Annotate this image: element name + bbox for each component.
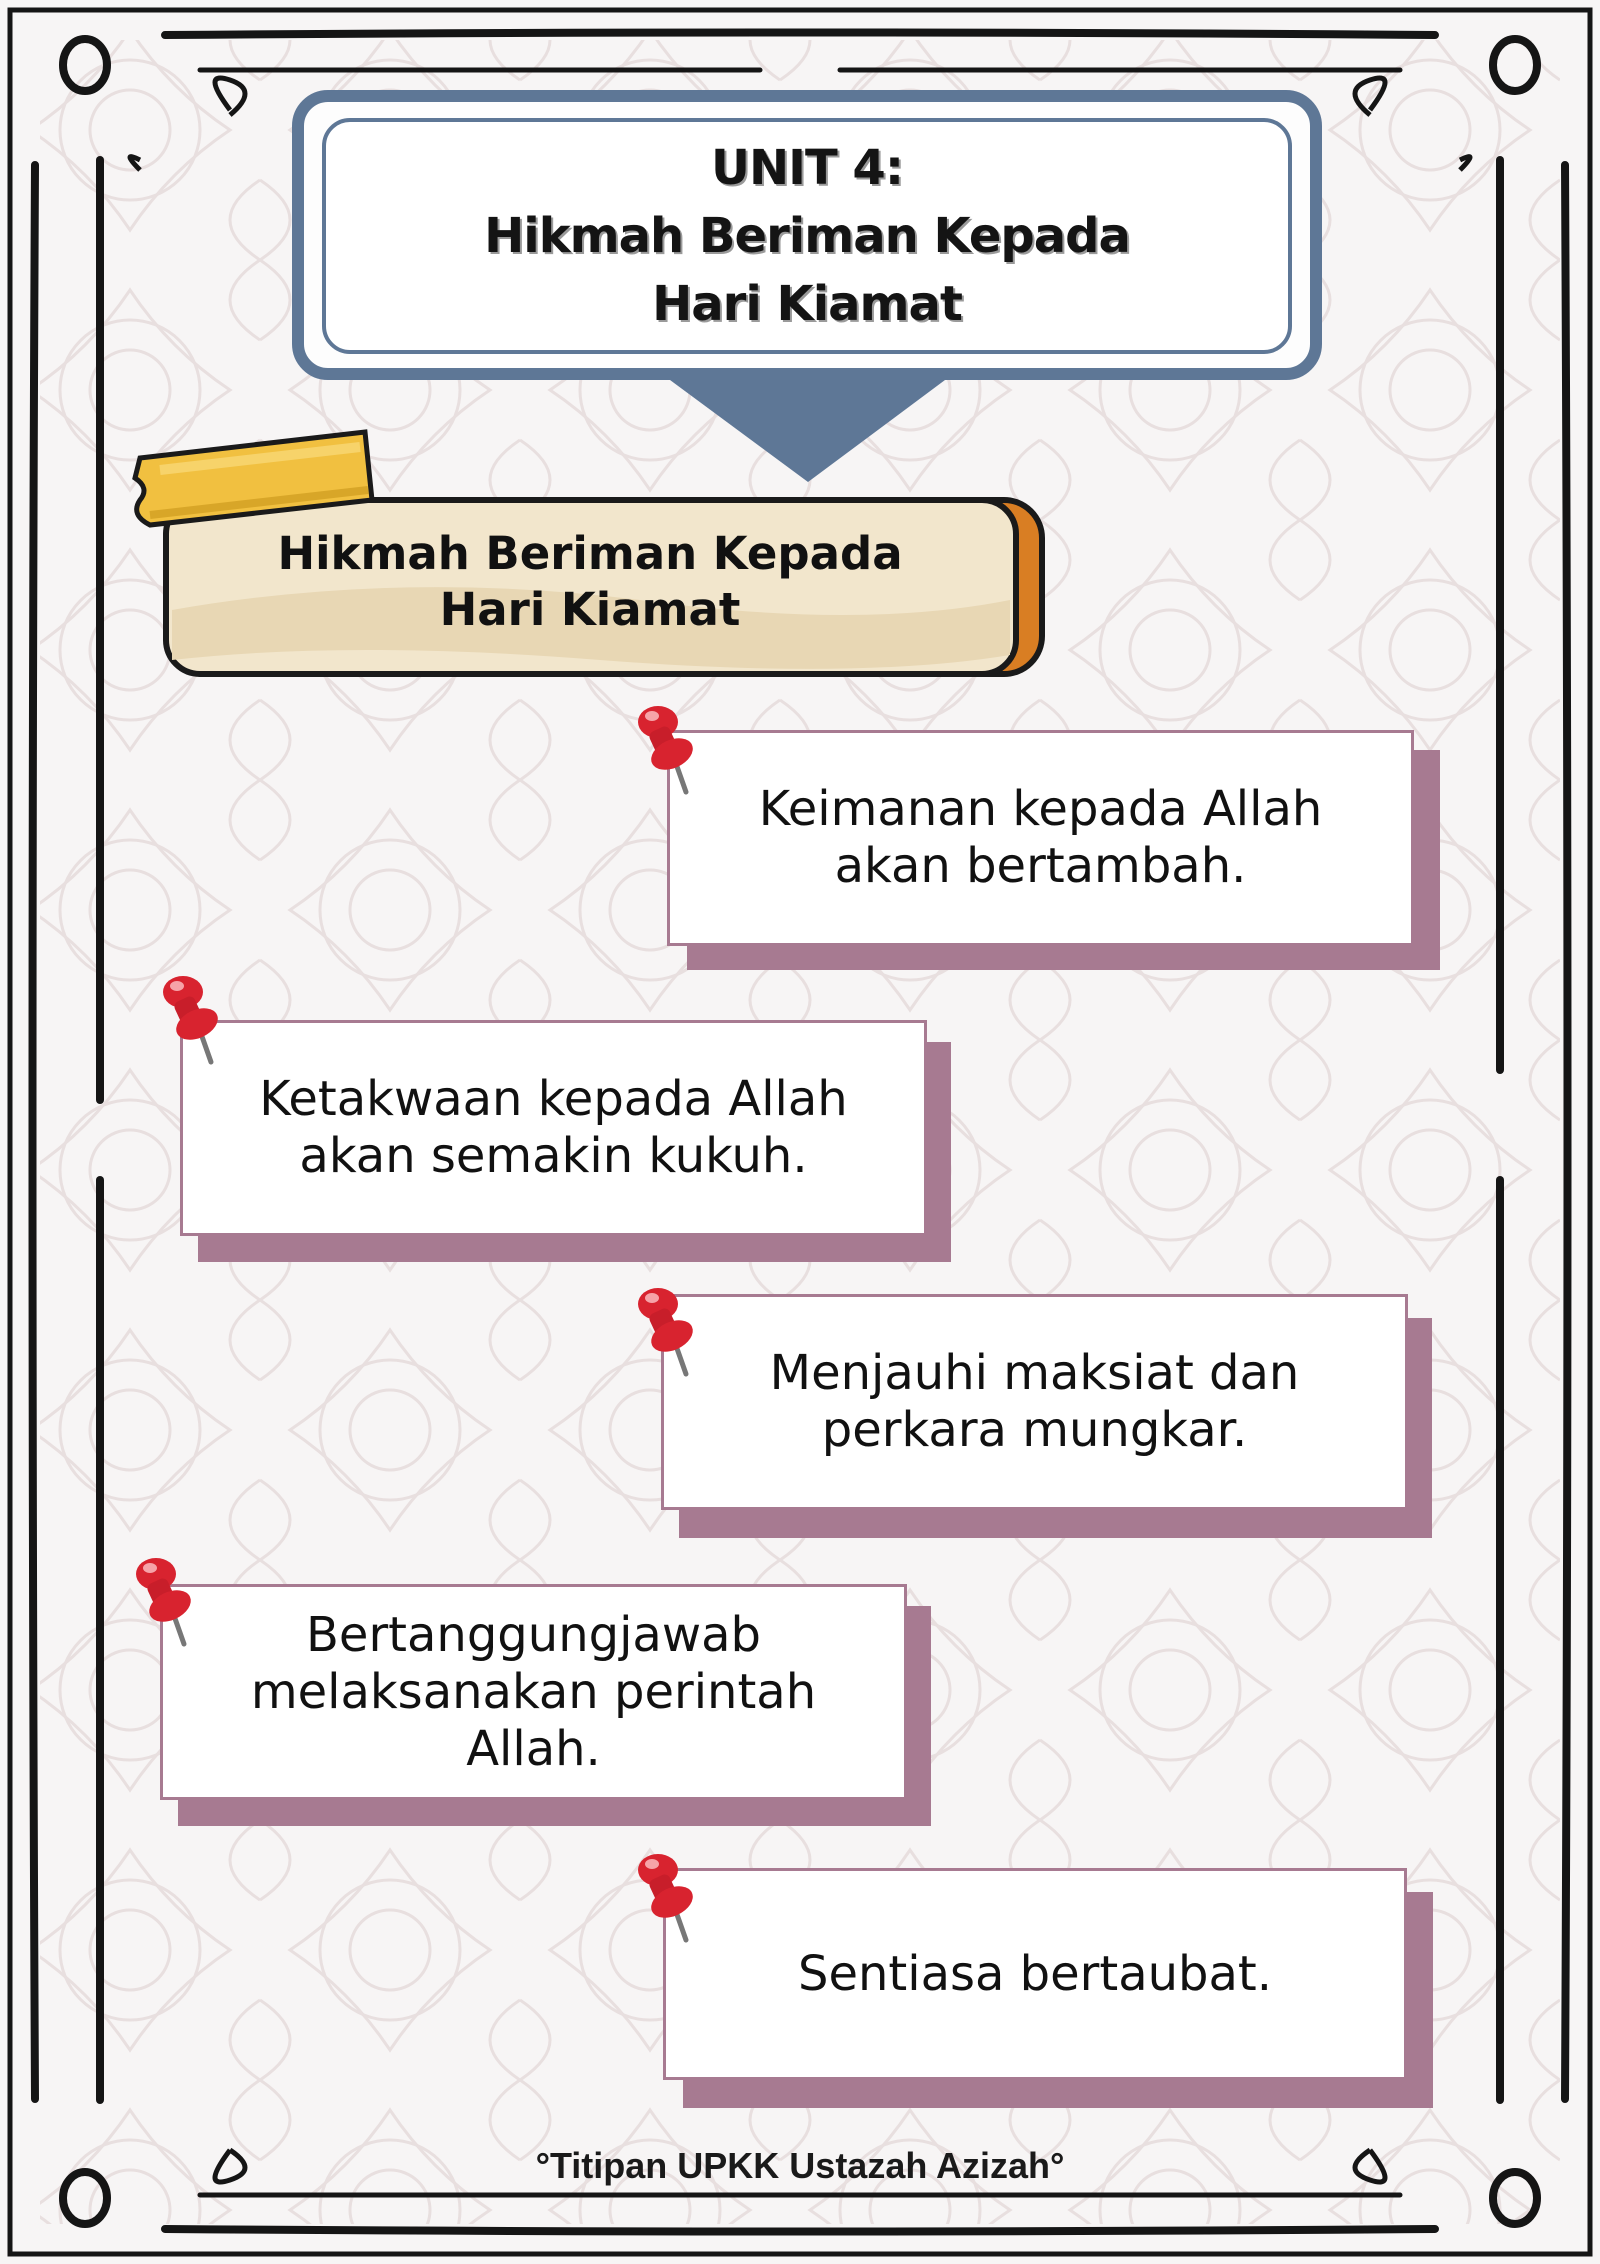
point-text-5: Sentiasa bertaubat. (797, 1945, 1273, 2002)
push-pin-icon (155, 970, 235, 1070)
point-text-1: Keimanan kepada Allah akan bertambah. (758, 781, 1323, 894)
push-pin-icon (630, 1282, 710, 1382)
page-title-line-2: Hari Kiamat (652, 276, 962, 332)
page-title-line-1: Hikmah Beriman Kepada (484, 208, 1130, 264)
unit-label: UNIT 4: (710, 140, 904, 196)
title-card-inner (322, 118, 1292, 354)
point-card-2 (180, 1020, 927, 1236)
push-pin-icon (630, 1848, 710, 1948)
point-card-5 (663, 1868, 1407, 2080)
push-pin-icon (128, 1552, 208, 1652)
point-text-4: Bertanggungjawab melaksanakan perintah Allah. (250, 1606, 817, 1777)
point-card-3 (661, 1294, 1408, 1510)
point-card-4 (160, 1584, 907, 1800)
point-text-3: Menjauhi maksiat dan perkara mungkar. (769, 1345, 1300, 1458)
banner-line-2: Hari Kiamat (439, 583, 741, 636)
banner-line-1: Hikmah Beriman Kepada (277, 527, 903, 580)
credit-footer: °Titipan UPKK Ustazah Azizah° (535, 2145, 1065, 2186)
push-pin-icon (630, 700, 710, 800)
point-card-1 (667, 730, 1414, 946)
section-banner (220, 522, 960, 642)
point-text-2: Ketakwaan kepada Allah akan semakin kukuh. (259, 1071, 848, 1184)
